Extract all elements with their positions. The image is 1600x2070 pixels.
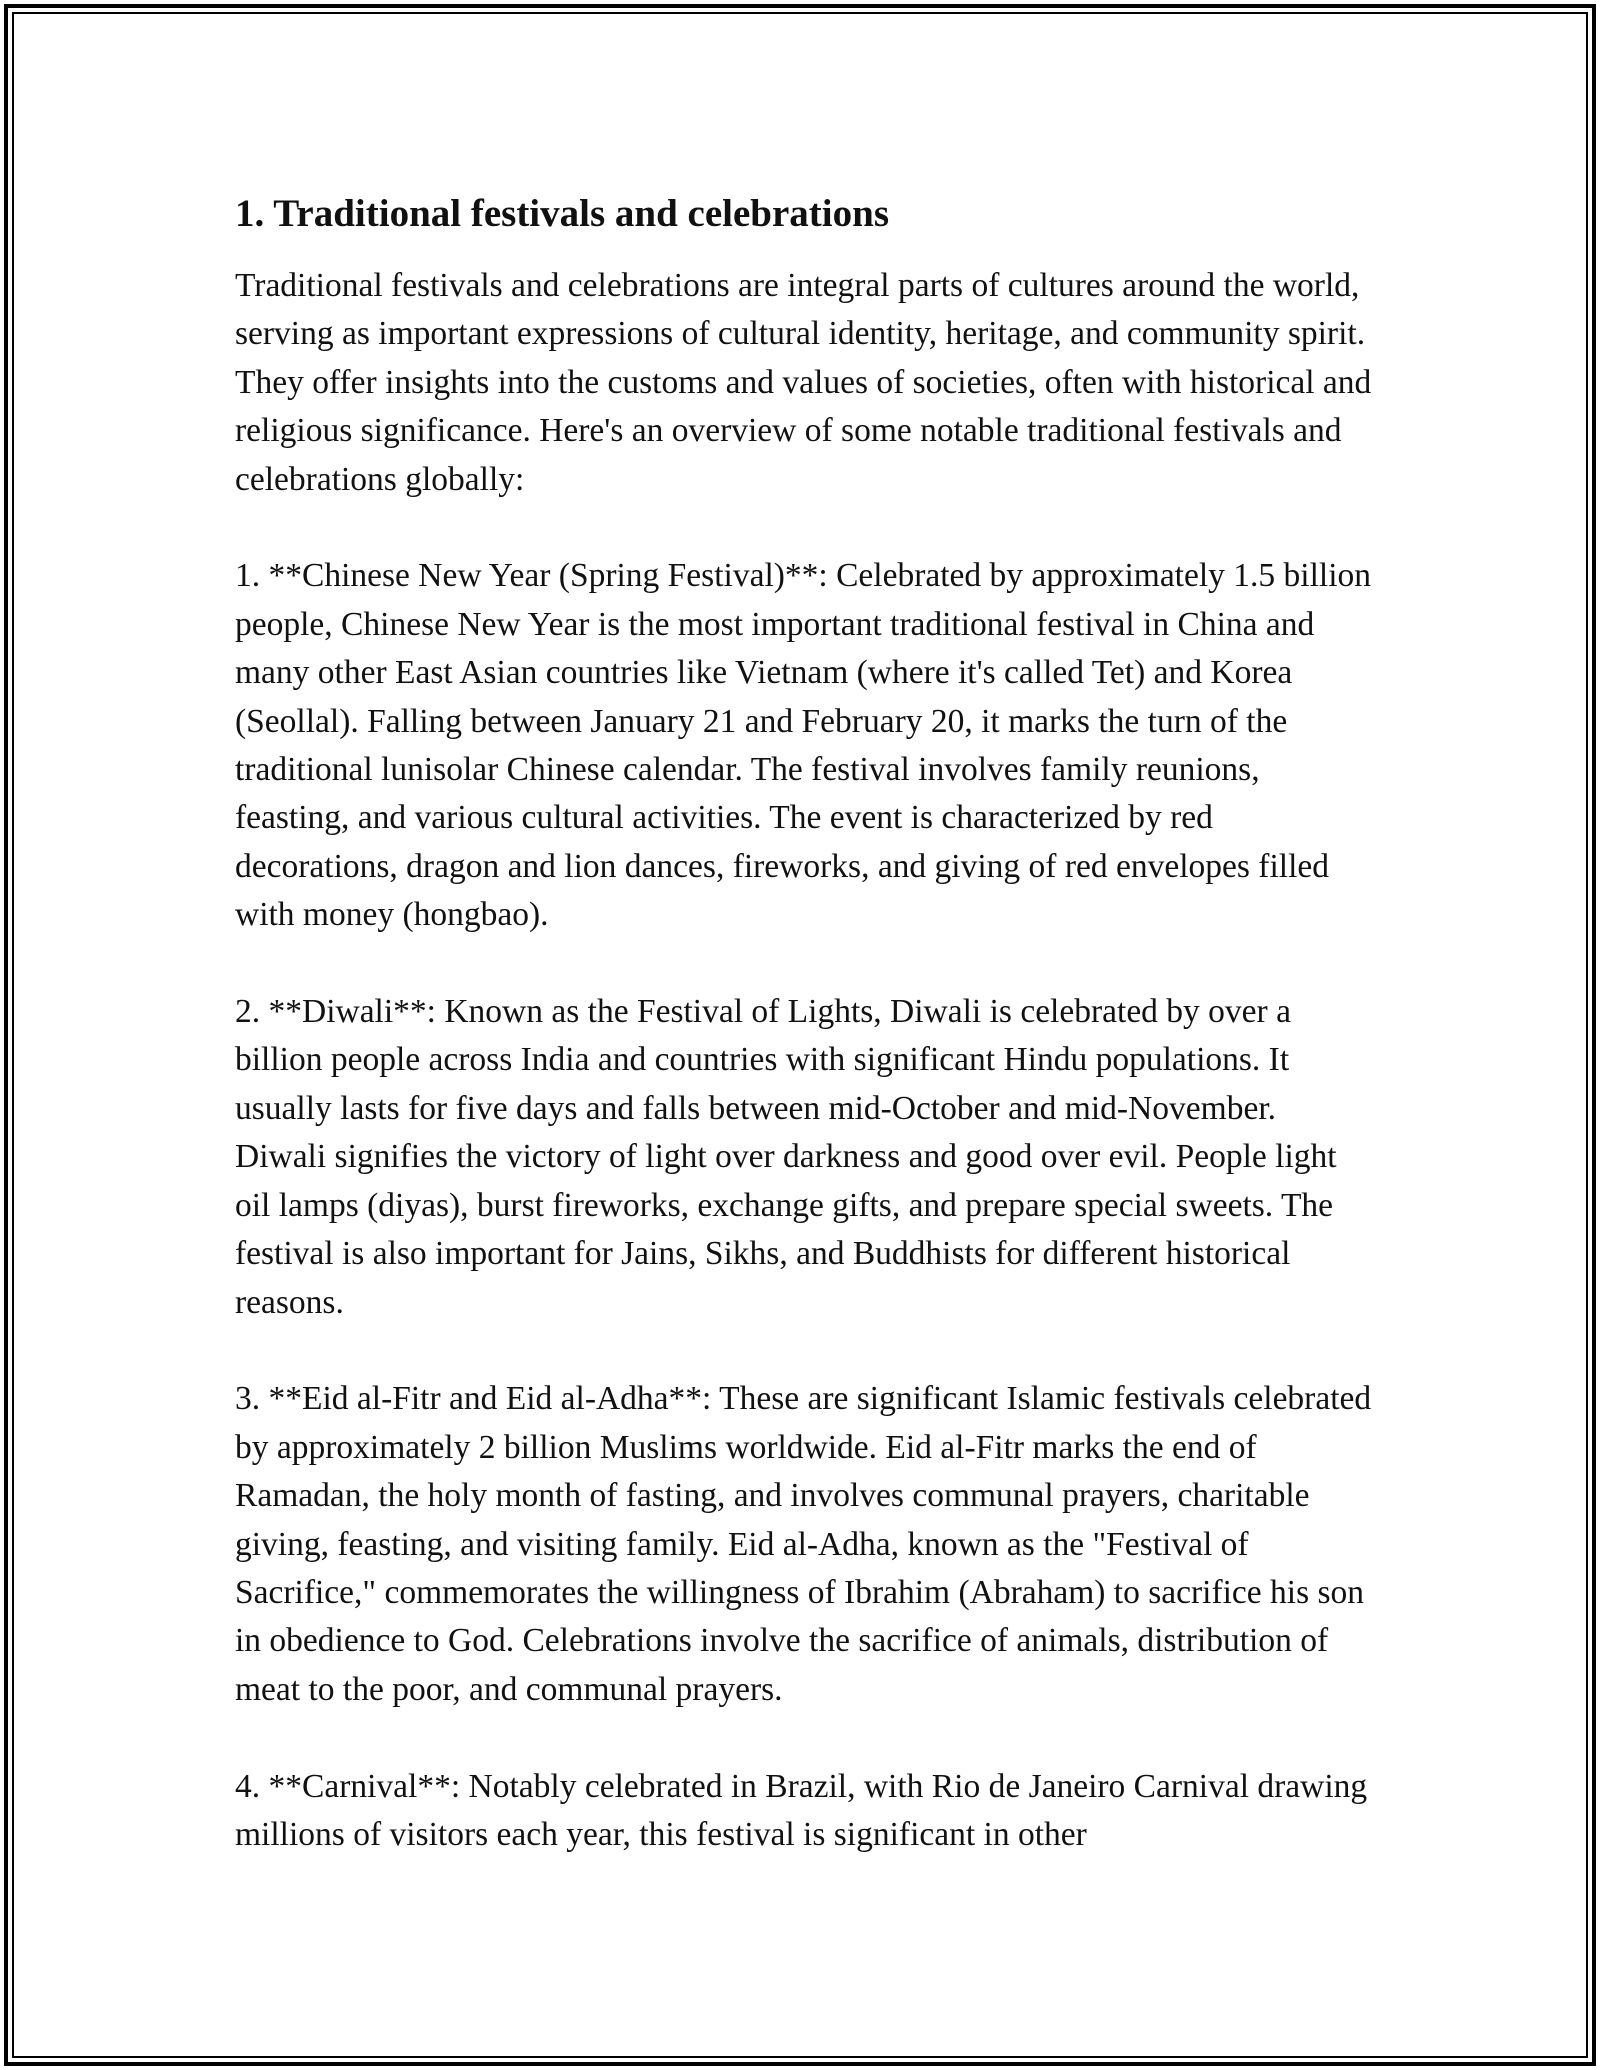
list-item-eid: 3. **Eid al-Fitr and Eid al-Adha**: These are significant Islamic festivals celebrated by approximately 2 billion Muslims worldwide. Eid al-Fitr marks the end of Ramadan, the holy month of fasting, and involves communal prayers, charitable giving, feasting, and visiting family. Eid al-Adha, known as the "Festival of Sacrifice," commemorates the willingness of Ibrahim (Abraham) to sacrifice his son in obedience to God. Celebrations involve the sacrifice of animals, distribution of meat to the poor, and communal prayers. (235, 1380, 1372, 1708)
intro-paragraph: Traditional festivals and celebrations are integral parts of cultures around the world, serving as important expressions of cultural identity, heritage, and community spirit. They offer insights into the customs and values of societies, often with historical and religious significance. Here's an overview of some notable traditional festivals and celebrations globally: (235, 267, 1372, 498)
list-item-carnival: 4. **Carnival**: Notably celebrated in Brazil, with Rio de Janeiro Carnival drawing millions of visitors each year, this festival is significant in other (235, 1767, 1368, 1853)
list-item-diwali: 2. **Diwali**: Known as the Festival of Lights, Diwali is celebrated by over a billion people across India and countries with significant Hindu populations. It usually lasts for five days and falls between mid-October and mid-November. Diwali signifies the victory of light over darkness and good over evil. People light oil lamps (diyas), burst fireworks, exchange gifts, and prepare special sweets. The festival is also important for Jains, Sikhs, and Buddhists for different historical reasons. (235, 993, 1337, 1321)
document-body (235, 186, 1375, 1859)
list-item-chinese-new-year: 1. **Chinese New Year (Spring Festival)**: Celebrated by approximately 1.5 billion people, Chinese New Year is the most important traditional festival in China and many other East Asian countries like Vietnam (where it's called Tet) and Korea (Seollal). Falling between January 21 and February 20, it marks the turn of the traditional lunisolar Chinese calendar. The festival involves family reunions, feasting, and various cultural activities. The event is characterized by red decorations, dragon and lion dances, fireworks, and giving of red envelopes filled with money (hongbao). (235, 557, 1372, 934)
section-title: 1. Traditional festivals and celebrations (235, 192, 889, 235)
